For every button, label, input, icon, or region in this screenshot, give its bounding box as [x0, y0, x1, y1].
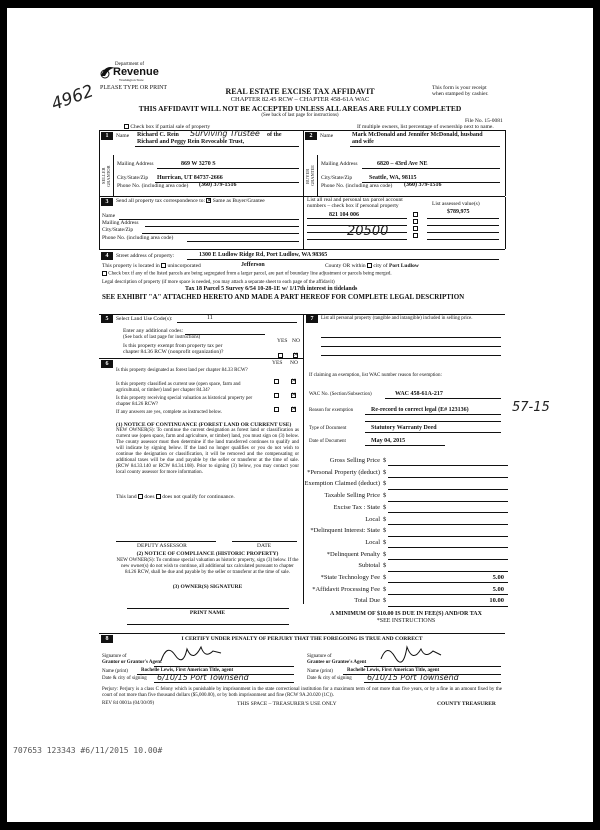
continuance-text: NEW OWNER(S): To continue the current designation as forest land or classification as current use (open space, farm and agriculture, or timber) land, you must sign on (3) below. The county assessor must then determine if the land transferred continues to qualify and will indicate by signing below. If the land no longer qualifies or you do not wish to continue the designation or classification, it will be removed and the compensating or additional taxes will be due and payable by the seller or transferor at the time of sale. (RCW 84.33.140 or RCW 84.34.108). Prior to signing (3) below, you may contact your local county assessor for more information.	[116, 428, 299, 475]
fee-value[interactable]: 5.00	[492, 574, 504, 581]
print-name-label: PRINT NAME	[189, 610, 226, 616]
treasurer-use: THIS SPACE – TREASURER'S USE ONLY	[237, 701, 337, 707]
fee-underline	[388, 489, 508, 490]
fee-value[interactable]: 5.00	[492, 585, 504, 593]
additional-codes-label: Enter any additional codes:	[123, 328, 184, 334]
minimum-note: A MINIMUM OF $10.00 IS DUE IN FEE(S) AND/OR TAX	[330, 611, 482, 617]
parcel-number[interactable]: 821 104 006	[329, 212, 359, 218]
fee-label: Total Due	[354, 597, 380, 605]
form-subtitle: CHAPTER 82.45 RCW – CHAPTER 458-61A WAC	[230, 96, 370, 103]
buyer-name-line2: and wife	[352, 139, 374, 145]
s5-yes-header: YES	[277, 338, 288, 344]
parcel-checkbox-1[interactable]	[413, 212, 418, 217]
segregated-row: Check box if any of the listed parcels are being segregated from a larger parcel, are part of boundary line adjustment or parcels being merged.	[102, 271, 392, 278]
logo-dept: Department of	[115, 62, 145, 67]
forest-yes-checkbox[interactable]	[274, 379, 279, 384]
historic-yes-checkbox[interactable]	[274, 407, 279, 412]
seller-city-label: City/State/Zip	[117, 175, 149, 181]
assessor-date-label: DATE	[257, 543, 272, 549]
certify-statement: I CERTIFY UNDER PENALTY OF PERJURY THAT THE FOREGOING IS TRUE AND CORRECT	[181, 636, 423, 642]
fee-underline	[388, 512, 508, 513]
wac-label: WAC No. (Section/Subsection)	[309, 392, 372, 397]
grantee-sig-label-2: Grantee or Grantee's Agent	[307, 660, 367, 665]
same-as-buyer-checkbox[interactable]	[206, 198, 211, 203]
form-warning: THIS AFFIDAVIT WILL NOT BE ACCEPTED UNLESS ALL AREAS ARE FULLY COMPLETED	[138, 104, 462, 113]
parcel-checkboxes	[413, 212, 418, 240]
grantor-name-label: Name (print)	[102, 669, 128, 674]
doc-date[interactable]: May 04, 2015	[371, 438, 406, 444]
form-title: REAL ESTATE EXCISE TAX AFFIDAVIT	[225, 87, 375, 96]
fee-currency: $	[383, 574, 387, 581]
grantee-date-label: Date & city of signing	[307, 676, 352, 681]
perjury-statement: Perjury: Perjury is a class C felony which is punishable by imprisonment in the state correctional institution for a maximum term of not more than five years, or by a fine in an amount fixed by the court of not more than five thousand dollars ($5,000.00), or by both imprisonment and fine (RCW 9A.20.020 (1C)).	[102, 687, 502, 698]
owner-signature-label: (3) OWNER(S) SIGNATURE	[172, 584, 243, 590]
land-use-label: Select Land Use Code(s):	[116, 316, 173, 322]
current-use-question: Is this property classified as current use (open space, farm and agricultural, or timber) land per chapter 84.34?	[116, 382, 241, 393]
grantee-sig-label-1: Signature of	[307, 654, 332, 659]
fee-currency: $	[383, 550, 387, 558]
reason-label: Reason for exemption	[309, 408, 354, 413]
parcel-list-label-1: List all real and personal tax parcel account	[307, 197, 403, 203]
seller-name-line2: Richard and Peggy Rein Revocable Trust,	[137, 139, 245, 145]
forest-question: Is this property designated as forest land per chapter 84.33 RCW?	[116, 368, 248, 373]
doc-date-label: Date of Document	[309, 439, 346, 444]
fee-currency: $	[383, 527, 387, 535]
grantor-signature[interactable]	[157, 641, 227, 667]
buyer-phone-label: Phone No. (including area code)	[321, 183, 393, 189]
fee-underline	[388, 547, 508, 548]
recording-stamp: 707653 123343 #6/11/2015 10.00#	[13, 746, 163, 755]
unincorporated-checkbox[interactable]	[161, 263, 166, 268]
grantee-agent-name[interactable]: Rochelle Lewis, First American Title, agent	[347, 668, 440, 673]
s6-no-header: NO	[290, 360, 298, 366]
fee-row	[303, 515, 508, 526]
s3-name-label: Name	[102, 213, 116, 219]
doc-type[interactable]: Statutory Warranty Deed	[371, 425, 437, 431]
fee-currency: $	[383, 562, 387, 570]
property-street[interactable]: 1300 E Ludlow Ridge Rd, Port Ludlow, WA 98365	[199, 252, 328, 258]
handwritten-reason-code: 57-15	[512, 400, 550, 415]
please-type: PLEASE TYPE OR PRINT	[100, 85, 168, 91]
send-correspondence-label: Send all property tax correspondence to:	[116, 198, 206, 204]
within-city-checkbox[interactable]	[367, 263, 372, 268]
grantee-date-city[interactable]: 6/10/15 Port Townsend	[367, 673, 459, 682]
rev-number: REV 84 0001a (04/30/09)	[102, 701, 154, 706]
section-2-number: 2	[305, 132, 317, 140]
fee-row	[303, 550, 508, 561]
section-3-send	[116, 198, 265, 205]
handwritten-doc-number: 4962	[48, 81, 97, 115]
logo-name: Revenue	[113, 66, 159, 78]
city-name[interactable]: Port Ludlow	[389, 263, 419, 269]
grantor-sig-label-2: Grantor or Grantor's Agent	[102, 660, 162, 665]
partial-sale-label: Check box if partial sale of property	[130, 124, 211, 130]
historic-yes-box	[274, 400, 279, 418]
continuance-title: (1) NOTICE OF CONTINUANCE (FOREST LAND OR CURRENT USE)	[116, 422, 292, 428]
fee-row	[303, 596, 508, 607]
does-not-checkbox[interactable]	[156, 494, 161, 499]
land-continuance-row: This land does does not qualify for continuance.	[116, 494, 235, 500]
segregated-checkbox[interactable]	[102, 271, 107, 276]
section-7-number: 7	[306, 315, 318, 323]
seller-mailing-label: Mailing Address	[117, 161, 154, 167]
grantor-sig-label-1: Signature of	[102, 654, 127, 659]
fee-label: Local	[365, 515, 380, 523]
fee-label: Local	[365, 538, 380, 546]
deputy-assessor-label: DEPUTY ASSESSOR	[137, 543, 187, 549]
section-5-number: 5	[101, 315, 113, 323]
fee-currency: $	[383, 468, 387, 476]
land-use-code[interactable]: 11	[207, 315, 213, 321]
compliance-title: (2) NOTICE OF COMPLIANCE (HISTORIC PROPERTY)	[136, 551, 279, 557]
legal-description[interactable]: Tax 18 Parcel 5 Survey 6/54 10-28-1E w/ 1/17th interest in tidelands	[185, 286, 358, 292]
legal-label: Legal description of property (if more space is needed, you may attach a separate sheet to each page of the affidavit)	[102, 280, 335, 285]
fee-label: Exemption Claimed (deduct)	[304, 480, 380, 488]
fee-currency: $	[383, 597, 387, 605]
street-label: Street address of property:	[116, 253, 175, 259]
section-6-number: 6	[101, 360, 113, 368]
current-use-yes-checkbox[interactable]	[274, 393, 279, 398]
grantor-agent-name[interactable]: Rochelle Lewis, First American Title, agent	[141, 668, 234, 673]
fee-label: *Affidavit Processing Fee	[312, 585, 380, 593]
fee-currency: $	[383, 503, 387, 511]
county-name[interactable]: Jefferson	[241, 262, 265, 268]
fee-row	[303, 585, 508, 596]
seller-name-line1b: of the	[267, 132, 282, 138]
fee-row	[303, 479, 508, 490]
fee-row	[303, 468, 508, 479]
county-treasurer: COUNTY TREASURER	[437, 701, 496, 707]
compliance-text: NEW OWNER(S): To continue special valuation as historic property, sign (3) below. If the new owner(s) do not wish to continue, all additional tax calculated pursuant to chapter 84.26 RCW, shall be due and payable by the seller or transferor at the time of sale.	[116, 558, 299, 575]
fee-underline	[388, 559, 508, 560]
seller-mailing[interactable]: 869 W 3270 S	[181, 161, 216, 167]
current-use-no-checkbox[interactable]	[291, 393, 296, 398]
fee-row	[303, 526, 508, 537]
see-back-note: (See back of last page for instructions)	[261, 113, 339, 118]
buyer-phone[interactable]: (360) 379-1516	[404, 182, 442, 188]
s3-mailing-label: Mailing Address	[102, 220, 139, 226]
fee-underline	[388, 594, 508, 595]
grantor-date-label: Date & city of signing	[102, 676, 147, 681]
fee-row	[303, 538, 508, 549]
located-row: This property is located in unincorporated	[102, 263, 201, 269]
fee-currency: $	[383, 480, 387, 488]
same-as-buyer-label: Same as Buyer/Grantee	[212, 198, 265, 204]
grantor-date-city[interactable]: 6/10/15 Port Townsend	[157, 673, 249, 682]
fee-underline	[388, 524, 508, 525]
fee-row	[303, 503, 508, 514]
parcel-checkbox-4[interactable]	[413, 233, 418, 238]
fee-label: *Delinquent Penalty	[326, 550, 380, 558]
section-8-number: 8	[101, 635, 113, 643]
handwritten-value-note: 20500	[347, 224, 389, 239]
seller-city[interactable]: Hurrican, UT 84737-2666	[157, 175, 223, 181]
fee-label: *Personal Property (deduct)	[307, 468, 380, 476]
grantee-signature[interactable]	[377, 641, 447, 667]
exempt-question-2: chapter 84.36 RCW (nonprofit organization)?	[123, 349, 224, 355]
receipt-note-1: This form is your receipt	[432, 85, 487, 91]
section-4-number: 4	[101, 252, 113, 260]
forest-no-checkbox[interactable]	[291, 379, 296, 384]
buyer-side-label: BUYER GRANTEE	[305, 165, 315, 187]
fee-currency: $	[383, 515, 387, 523]
section-3-number: 3	[101, 198, 113, 206]
fee-value[interactable]: 10.00	[489, 597, 504, 605]
grantee-name-label: Name (print)	[307, 669, 333, 674]
parcel-checkbox-3[interactable]	[413, 226, 418, 231]
historic-no-box	[291, 400, 296, 418]
buyer-name-line1: Mark McDonald and Jennifer McDonald, husband	[352, 132, 483, 138]
wac-number[interactable]: WAC 458-61A-217	[395, 391, 443, 397]
parcel-list-label-2: numbers – check box if personal property	[307, 203, 399, 209]
exempt-question-1: Is this property exempt from property tax per	[123, 343, 223, 349]
s3-city-label: City/State/Zip	[102, 227, 134, 233]
fee-currency: $	[383, 585, 387, 593]
fee-underline	[388, 501, 508, 502]
revenue-logo	[99, 62, 159, 87]
see-instructions: *SEE INSTRUCTIONS	[376, 618, 436, 624]
assessed-label: List assessed value(s)	[432, 201, 480, 207]
parcel-checkbox-2[interactable]	[413, 219, 418, 224]
buyer-name-label: Name	[320, 133, 334, 139]
logo-state: Washington State	[119, 78, 144, 82]
buyer-mailing[interactable]: 6820 – 43rd Ave NE	[377, 161, 428, 167]
fee-currency: $	[383, 457, 387, 464]
fee-label: Subtotal	[358, 562, 380, 570]
buyer-mailing-label: Mailing Address	[321, 161, 358, 167]
county-or-row: County OR within city of Port Ludlow	[325, 263, 419, 269]
buyer-city[interactable]: Seattle, WA, 98115	[369, 175, 417, 181]
fee-underline	[388, 571, 508, 572]
fee-label: *Delinquent Interest: State	[310, 527, 380, 535]
fee-underline	[388, 465, 508, 466]
answers-note: If any answers are yes, complete as instructed below.	[116, 410, 223, 415]
fee-underline	[388, 606, 508, 607]
fee-label: Excise Tax : State	[333, 503, 380, 511]
s3-phone-label: Phone No. (including area code)	[102, 235, 174, 241]
seller-name-label: Name	[116, 133, 130, 139]
fee-underline	[388, 477, 508, 478]
s5-no-header: NO	[292, 338, 300, 344]
fee-label: Gross Selling Price	[329, 457, 380, 464]
exhibit-note: SEE EXHIBIT "A" ATTACHED HERETO AND MADE A PART HEREOF FOR COMPLETE LEGAL DESCRIPTION	[102, 293, 465, 301]
s5-see-back: (See back of last page for instructions)	[123, 335, 201, 340]
seller-name-line1: Richard C. Rein	[137, 132, 179, 138]
fee-row	[303, 573, 508, 584]
receipt-note-2: when stamped by cashier.	[432, 91, 489, 97]
fee-label: *State Technology Fee	[320, 574, 380, 581]
file-number: File No. 15-0081	[465, 118, 503, 124]
multiple-owners-note: If multiple owners, list percentage of ownership next to name.	[357, 124, 494, 130]
fee-currency: $	[383, 538, 387, 546]
s6-yes-header: YES	[272, 360, 283, 366]
buyer-city-label: City/State/Zip	[321, 175, 353, 181]
exemption-reason[interactable]: Re-record to correct legal (E# 123136)	[371, 407, 469, 413]
fee-row	[303, 491, 508, 502]
fee-underline	[388, 536, 508, 537]
affidavit-page	[7, 8, 593, 822]
seller-phone-label: Phone No. (including area code)	[117, 183, 189, 189]
fee-underline	[388, 582, 508, 583]
historic-question: Is this property receiving special valuation as historical property per chapter 84.26 RCW?	[116, 396, 253, 407]
seller-side-label: SELLER GRANTOR	[101, 165, 111, 187]
does-checkbox[interactable]	[138, 494, 143, 499]
doc-type-label: Type of Document	[309, 426, 347, 431]
section-1-number: 1	[101, 132, 113, 140]
handwritten-grantor-note: Surviving Trustee	[190, 129, 260, 138]
fee-label: Taxable Selling Price	[324, 492, 380, 500]
personal-property-label: List all personal property (tangible and intangible) included in selling price.	[321, 316, 473, 321]
historic-no-checkbox[interactable]	[291, 407, 296, 412]
seller-phone[interactable]: (360) 379-1516	[199, 182, 237, 188]
partial-sale-checkbox[interactable]	[124, 124, 129, 129]
assessed-value[interactable]: $789,975	[447, 209, 470, 215]
fee-row	[303, 456, 508, 467]
exemption-label: If claiming an exemption, list WAC number reason for exemption:	[309, 373, 442, 378]
fee-row	[303, 561, 508, 572]
fee-currency: $	[383, 492, 387, 500]
